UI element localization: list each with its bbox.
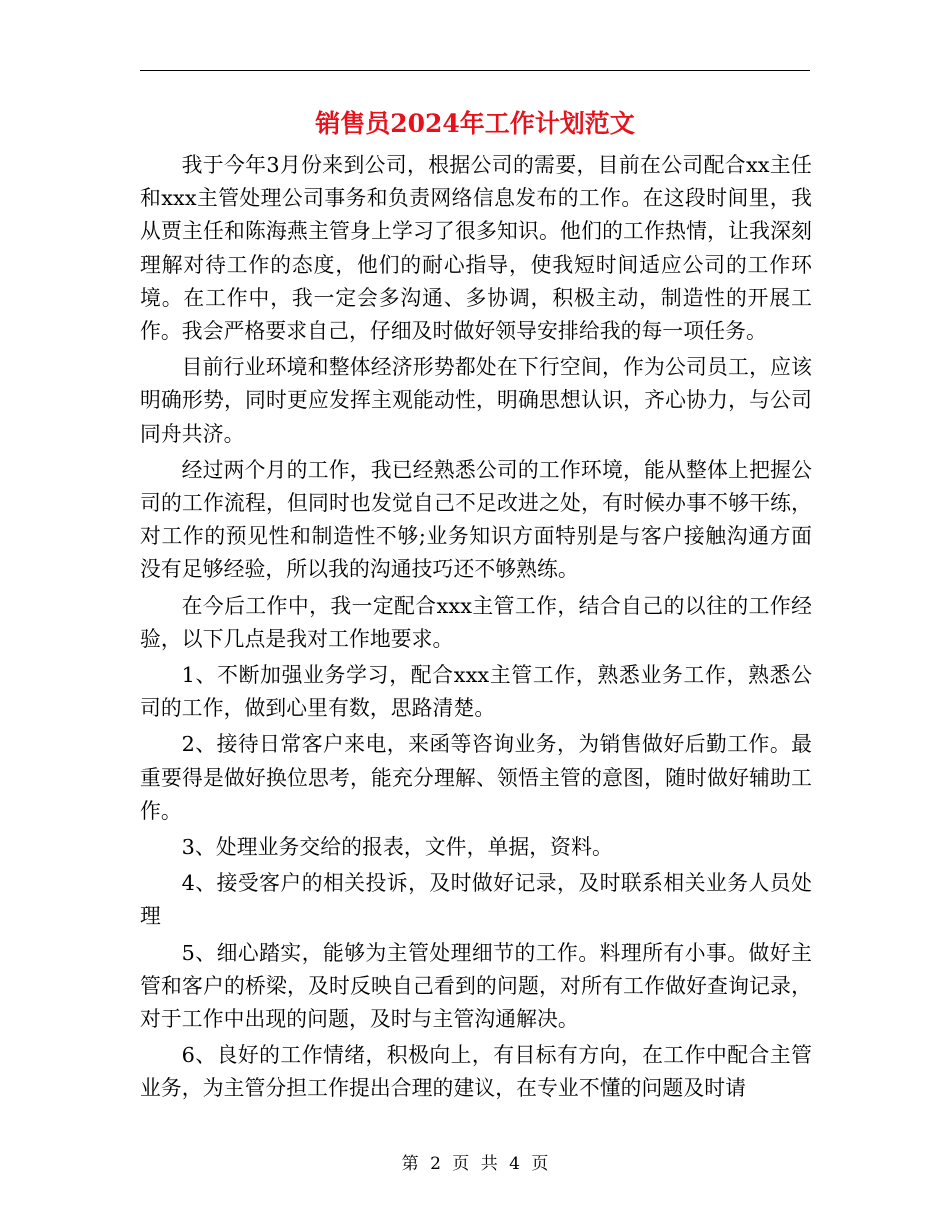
header-rule [140,70,810,71]
list-item-5: 5、细心踏实，能够为主管处理细节的工作。料理所有小事。做好主管和客户的桥梁，及时反映自己看到的问题，对所有工作做好查询记录，对于工作中出现的问题，及时与主管沟通解决。 [140,940,812,1032]
paragraph-requirements-intro: 在今后工作中，我一定配合xxx主管工作，结合自己的以往的工作经验，以下几点是我对工作地要求。 [140,593,812,651]
list-item-2: 2、接待日常客户来电，来函等咨询业务，为销售做好后勤工作。最重要得是做好换位思考，能充分理解、领悟主管的意图，随时做好辅助工作。 [140,732,812,823]
list-item-6: 6、良好的工作情绪，积极向上，有目标有方向，在工作中配合主管业务，为主管分担工作提出合理的建议，在专业不懂的问题及时请 [140,1043,812,1101]
list-item-4: 4、接受客户的相关投诉，及时做好记录，及时联系相关业务人员处理 [140,871,812,929]
list-item-3: 3、处理业务交给的报表，文件，单据，资料。 [181,835,613,860]
list-item-1: 1、不断加强业务学习，配合xxx主管工作，熟悉业务工作，熟悉公司的工作，做到心里有数，思路清楚。 [140,663,812,721]
document-body [140,149,812,1109]
document-title: 销售员2024年工作计划范文 [315,109,635,138]
page-footer: 第 2 页 共 4 页 [401,1154,549,1174]
paragraph-situation: 目前行业环境和整体经济形势都处在下行空间，作为公司员工，应该明确形势，同时更应发挥主观能动性，明确思想认识，齐心协力，与公司同舟共济。 [140,355,812,446]
paragraph-intro: 我于今年3月份来到公司，根据公司的需要，目前在公司配合xx主任和xxx主管处理公司事务和负责网络信息发布的工作。在这段时间里，我从贾主任和陈海燕主管身上学习了很多知识。他们的工作热情，让我深刻理解对待工作的态度，他们的耐心指导，使我短时间适应公司的工作环境。在工作中，我一定会多沟通、多协调，积极主动，制造性的开展工作。我会严格要求自己，仔细及时做好领导安排给我的每一项任务。 [140,153,812,344]
paragraph-self-assessment: 经过两个月的工作，我已经熟悉公司的工作环境，能从整体上把握公司的工作流程，但同时也发觉自己不足改进之处，有时候办事不够干练，对工作的预见性和制造性不够;业务知识方面特别是与客户接触沟通方面没有足够经验，所以我的沟通技巧还不够熟练。 [140,457,812,582]
